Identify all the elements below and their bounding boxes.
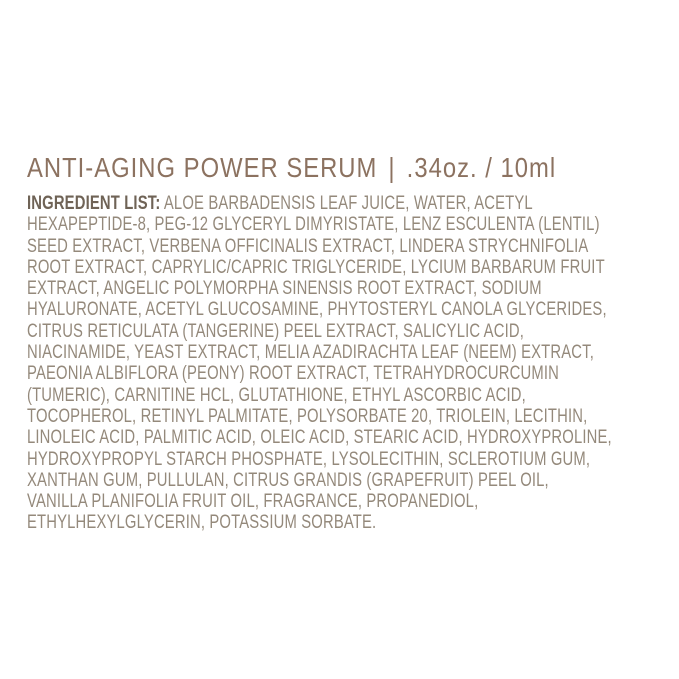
label-text-block bbox=[27, 152, 679, 534]
ingredient-line bbox=[27, 193, 674, 214]
ingredient-line-text: ALOE BARBADENSIS LEAF JUICE, WATER, ACETYL bbox=[163, 193, 533, 214]
ingredient-line: LINOLEIC ACID, PALMITIC ACID, OLEIC ACID, STEARIC ACID, HYDROXYPROLINE, bbox=[27, 427, 612, 449]
ingredient-lines bbox=[27, 214, 674, 533]
ingredient-list-heading: INGREDIENT LIST: bbox=[27, 193, 161, 214]
ingredient-line: NIACINAMIDE, YEAST EXTRACT, MELIA AZADIRACHTA LEAF (NEEM) EXTRACT, bbox=[27, 342, 594, 364]
ingredient-list bbox=[27, 193, 674, 534]
ingredient-line: PAEONIA ALBIFLORA (PEONY) ROOT EXTRACT, TETRAHYDROCURCUMIN bbox=[27, 363, 559, 385]
ingredient-line: HYDROXYPROPYL STARCH PHOSPHATE, LYSOLECITHIN, SCLEROTIUM GUM, bbox=[27, 448, 591, 470]
ingredient-line: HYALURONATE, ACETYL GLUCOSAMINE, PHYTOSTERYL CANOLA GLYCERIDES, bbox=[27, 299, 607, 321]
ingredient-line: VANILLA PLANIFOLIA FRUIT OIL, FRAGRANCE, PROPANEDIOL, bbox=[27, 491, 479, 513]
product-name: ANTI-AGING POWER SERUM bbox=[27, 152, 378, 183]
ingredient-line: ETHYLHEXYLGLYCERIN, POTASSIUM SORBATE. bbox=[27, 512, 377, 534]
ingredient-line: ROOT EXTRACT, CAPRYLIC/CAPRIC TRIGLYCERIDE, LYCIUM BARBARUM FRUIT bbox=[27, 256, 605, 278]
ingredient-line: HEXAPEPTIDE-8, PEG-12 GLYCERYL DIMYRISTATE, LENZ ESCULENTA (LENTIL) bbox=[27, 214, 600, 236]
title-separator: | bbox=[388, 152, 396, 183]
product-title bbox=[27, 152, 679, 183]
ingredient-line: EXTRACT, ANGELIC POLYMORPHA SINENSIS ROOT EXTRACT, SODIUM bbox=[27, 278, 542, 300]
product-volume: .34oz. / 10ml bbox=[406, 152, 557, 183]
ingredient-line: (TUMERIC), CARNITINE HCL, GLUTATHIONE, ETHYL ASCORBIC ACID, bbox=[27, 384, 526, 406]
ingredient-line: TOCOPHEROL, RETINYL PALMITATE, POLYSORBATE 20, TRIOLEIN, LECITHIN, bbox=[27, 405, 588, 427]
ingredient-line: CITRUS RETICULATA (TANGERINE) PEEL EXTRACT, SALICYLIC ACID, bbox=[27, 320, 524, 342]
ingredient-line: XANTHAN GUM, PULLULAN, CITRUS GRANDIS (GRAPEFRUIT) PEEL OIL, bbox=[27, 469, 549, 491]
ingredient-line: SEED EXTRACT, VERBENA OFFICINALIS EXTRACT, LINDERA STRYCHNIFOLIA bbox=[27, 235, 589, 257]
